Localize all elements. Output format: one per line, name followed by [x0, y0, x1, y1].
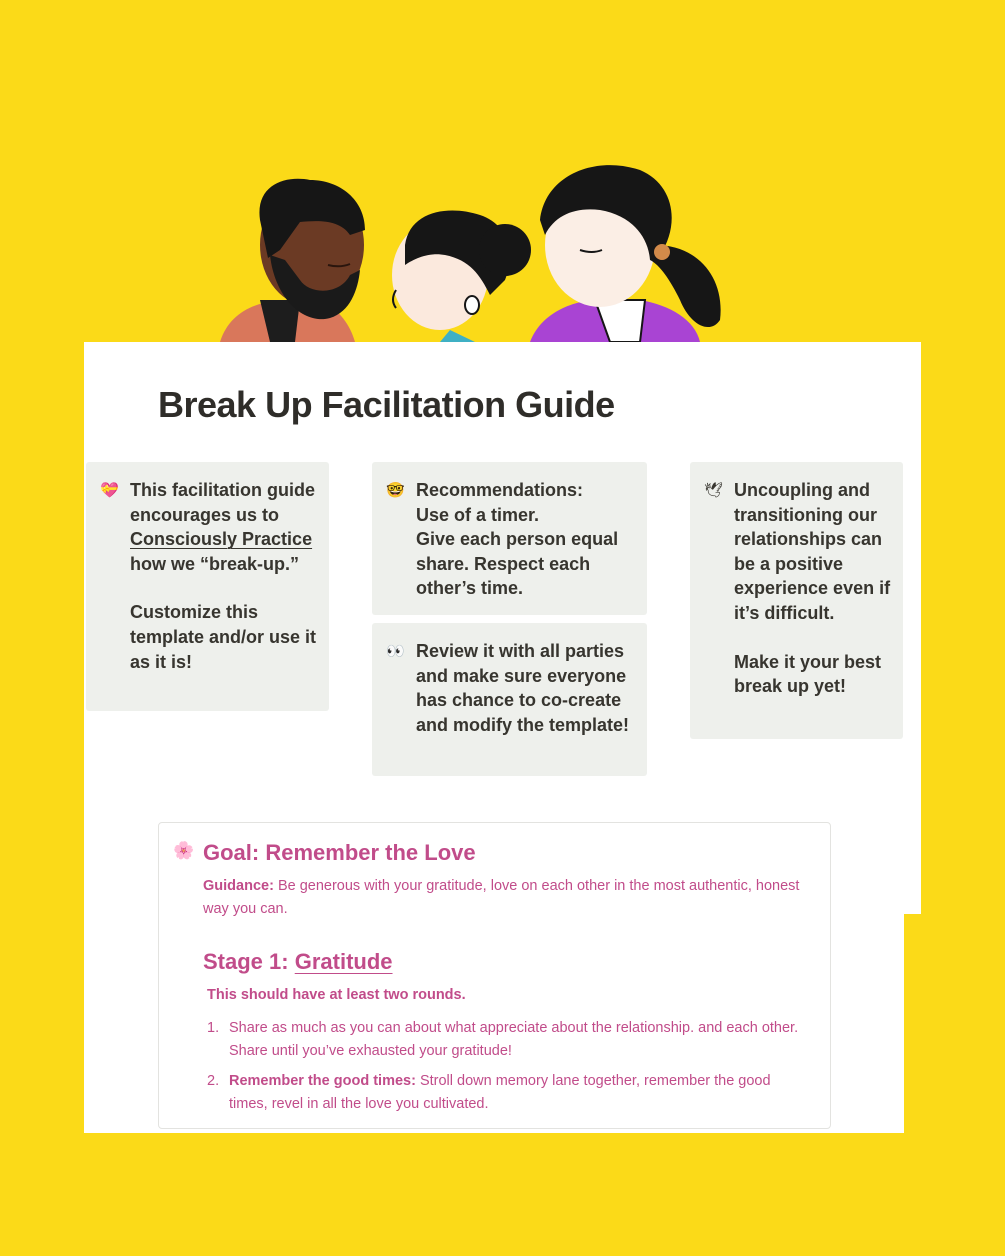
uncoupling-text: Uncoupling and transitioning our relationships can be a positive experience even if it’s difficult. [734, 480, 891, 623]
list-item-text [229, 1017, 807, 1063]
list-item [207, 1070, 807, 1116]
callout-intro-paragraph [130, 478, 317, 576]
header-illustration [200, 150, 760, 350]
dove-icon: 🕊 [704, 481, 724, 499]
callout-intro-text-start: This facilitation guide encourages us to [130, 480, 316, 525]
callout-uncoupling [690, 462, 903, 739]
man-figure [220, 179, 365, 342]
gratitude-link[interactable]: Gratitude [294, 949, 393, 974]
goal-block [158, 822, 831, 1129]
consciously-practice-link[interactable]: Consciously Practice [130, 529, 313, 550]
stage-title [203, 949, 393, 975]
page-title: Break Up Facilitation Guide [158, 384, 615, 425]
nerd-face-icon: 🤓 [386, 481, 405, 499]
rounds-note: This should have at least two rounds. [207, 987, 466, 1003]
list-number: 2. [207, 1073, 220, 1089]
guidance-label: Guidance: [203, 878, 274, 894]
guidance-text: Be generous with your gratitude, love on each other in the most authentic, honest way you can. [203, 878, 800, 917]
best-break-up-text: Make it your best break up yet! [734, 651, 882, 697]
woman-right-figure [530, 165, 721, 342]
recommendations-equal-share: Give each person equal share. Respect each other’s time. [416, 529, 619, 599]
eyes-icon: 👀 [386, 642, 405, 660]
list-item-body: Stroll down memory lane together, remember the good times, revel in all the love you cultivated. [229, 1073, 771, 1112]
list-item-body: Share as much as you can about what appreciate about the relationship. and each other. Share until you’ve exhausted your gratitude! [229, 1020, 799, 1059]
guidance-paragraph [203, 875, 813, 921]
callout-review [372, 623, 647, 776]
stage-steps-list [207, 1017, 807, 1123]
recommendations-timer: Use of a timer. [416, 504, 540, 525]
review-text: Review it with all parties and make sure everyone has chance to co-create and modify the template! [416, 641, 630, 735]
list-item [207, 1017, 807, 1063]
callout-intro-text-end: how we “break-up.” [130, 553, 300, 574]
list-number: 1. [207, 1020, 220, 1036]
heart-ribbon-icon: 💝 [100, 481, 119, 499]
recommendations-heading: Recommendations: [416, 480, 584, 500]
woman-center-figure [392, 210, 531, 342]
stage-prefix: Stage 1: [203, 949, 289, 974]
callout-intro [86, 462, 329, 711]
cherry-blossom-icon: 🌸 [173, 841, 195, 861]
callout-intro-customize: Customize this template and/or use it as it is! [130, 602, 317, 672]
callout-recommendations [372, 462, 647, 615]
list-item-text [229, 1070, 807, 1116]
goal-title: Goal: Remember the Love [203, 840, 476, 865]
list-item-bold: Remember the good times: [229, 1073, 416, 1089]
